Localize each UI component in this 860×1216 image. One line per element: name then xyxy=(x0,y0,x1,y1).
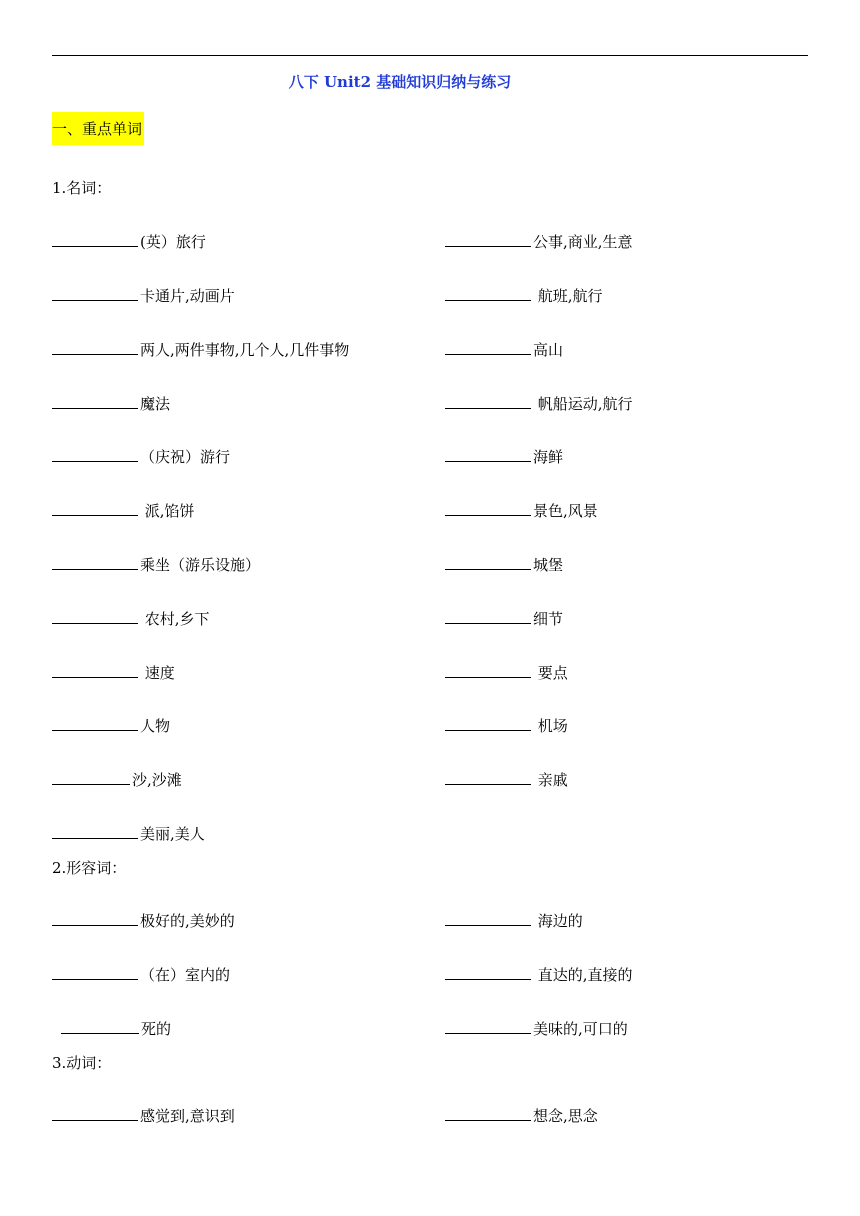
vocab-meaning: 两人,两件事物,几个人,几件事物 xyxy=(140,341,350,359)
vocab-meaning: 沙,沙滩 xyxy=(132,771,182,789)
vocab-row xyxy=(52,339,812,361)
group-label-verbs: 3.动词： xyxy=(52,1054,112,1072)
vocab-meaning: 速度 xyxy=(140,664,175,682)
vocab-meaning: 海鲜 xyxy=(533,448,564,466)
vocab-meaning: 帆船运动,航行 xyxy=(533,395,633,413)
page-title: 八下 Unit2 基础知识归纳与练习 xyxy=(288,73,512,91)
vocab-meaning: 直达的,直接的 xyxy=(533,966,633,984)
vocab-meaning: 感觉到,意识到 xyxy=(140,1107,235,1125)
answer-blank[interactable] xyxy=(445,663,531,678)
vocab-meaning: （庆祝）游行 xyxy=(140,448,231,466)
vocab-meaning: 极好的,美妙的 xyxy=(140,912,235,930)
vocab-row xyxy=(52,285,812,307)
vocab-row xyxy=(52,446,812,468)
vocab-meaning: 卡通片,动画片 xyxy=(140,287,235,305)
vocab-meaning: 美味的,可口的 xyxy=(533,1020,628,1038)
vocab-row xyxy=(52,715,812,737)
vocab-row xyxy=(52,231,812,253)
group-label-nouns: 1.名词： xyxy=(52,179,112,197)
vocab-row xyxy=(52,662,812,684)
group-label-adjectives: 2.形容词： xyxy=(52,859,127,877)
section-heading: 一、重点单词 xyxy=(52,112,144,145)
answer-blank[interactable] xyxy=(445,340,531,355)
vocab-row xyxy=(52,554,812,576)
answer-blank[interactable] xyxy=(52,965,138,980)
header-rule xyxy=(52,55,808,56)
answer-blank[interactable] xyxy=(52,555,138,570)
answer-blank[interactable] xyxy=(445,555,531,570)
vocab-row xyxy=(52,393,812,415)
answer-blank[interactable] xyxy=(445,770,531,785)
vocab-row xyxy=(52,964,812,986)
vocab-meaning: 想念,思念 xyxy=(533,1107,598,1125)
answer-blank[interactable] xyxy=(445,232,531,247)
vocab-meaning: 航班,航行 xyxy=(533,287,603,305)
answer-blank[interactable] xyxy=(52,770,130,785)
vocab-meaning: 乘坐（游乐设施） xyxy=(140,556,261,574)
answer-blank[interactable] xyxy=(61,1019,139,1034)
answer-blank[interactable] xyxy=(445,716,531,731)
answer-blank[interactable] xyxy=(52,911,138,926)
answer-blank[interactable] xyxy=(445,394,531,409)
vocab-meaning: 派,馅饼 xyxy=(140,502,195,520)
answer-blank[interactable] xyxy=(52,609,138,624)
vocab-meaning: 人物 xyxy=(140,717,171,735)
vocab-meaning: 农村,乡下 xyxy=(140,610,210,628)
answer-blank[interactable] xyxy=(445,447,531,462)
vocab-row xyxy=(52,823,812,845)
vocab-meaning: 美丽,美人 xyxy=(140,825,205,843)
answer-blank[interactable] xyxy=(52,447,138,462)
answer-blank[interactable] xyxy=(52,824,138,839)
vocab-meaning: 细节 xyxy=(533,610,564,628)
vocab-row xyxy=(52,608,812,630)
vocab-meaning: 机场 xyxy=(533,717,568,735)
vocab-row xyxy=(52,1105,812,1127)
vocab-meaning: 公事,商业,生意 xyxy=(533,233,633,251)
answer-blank[interactable] xyxy=(52,501,138,516)
answer-blank[interactable] xyxy=(52,232,138,247)
answer-blank[interactable] xyxy=(445,286,531,301)
vocab-row xyxy=(52,500,812,522)
vocab-meaning: 要点 xyxy=(533,664,568,682)
vocab-meaning: 亲戚 xyxy=(533,771,568,789)
vocab-meaning: 高山 xyxy=(533,341,564,359)
vocab-meaning: 城堡 xyxy=(533,556,564,574)
answer-blank[interactable] xyxy=(445,965,531,980)
answer-blank[interactable] xyxy=(52,340,138,355)
answer-blank[interactable] xyxy=(52,394,138,409)
answer-blank[interactable] xyxy=(445,911,531,926)
answer-blank[interactable] xyxy=(445,609,531,624)
vocab-meaning: 魔法 xyxy=(140,395,171,413)
vocab-meaning: (英）旅行 xyxy=(140,233,206,251)
answer-blank[interactable] xyxy=(52,286,138,301)
answer-blank[interactable] xyxy=(52,1106,138,1121)
vocab-row xyxy=(52,910,812,932)
answer-blank[interactable] xyxy=(445,1106,531,1121)
answer-blank[interactable] xyxy=(445,1019,531,1034)
vocab-meaning: （在）室内的 xyxy=(140,966,231,984)
answer-blank[interactable] xyxy=(52,663,138,678)
vocab-meaning: 死的 xyxy=(141,1020,172,1038)
vocab-row xyxy=(52,769,812,791)
vocab-meaning: 海边的 xyxy=(533,912,583,930)
vocab-row xyxy=(52,1018,812,1040)
answer-blank[interactable] xyxy=(445,501,531,516)
vocab-meaning: 景色,风景 xyxy=(533,502,598,520)
answer-blank[interactable] xyxy=(52,716,138,731)
